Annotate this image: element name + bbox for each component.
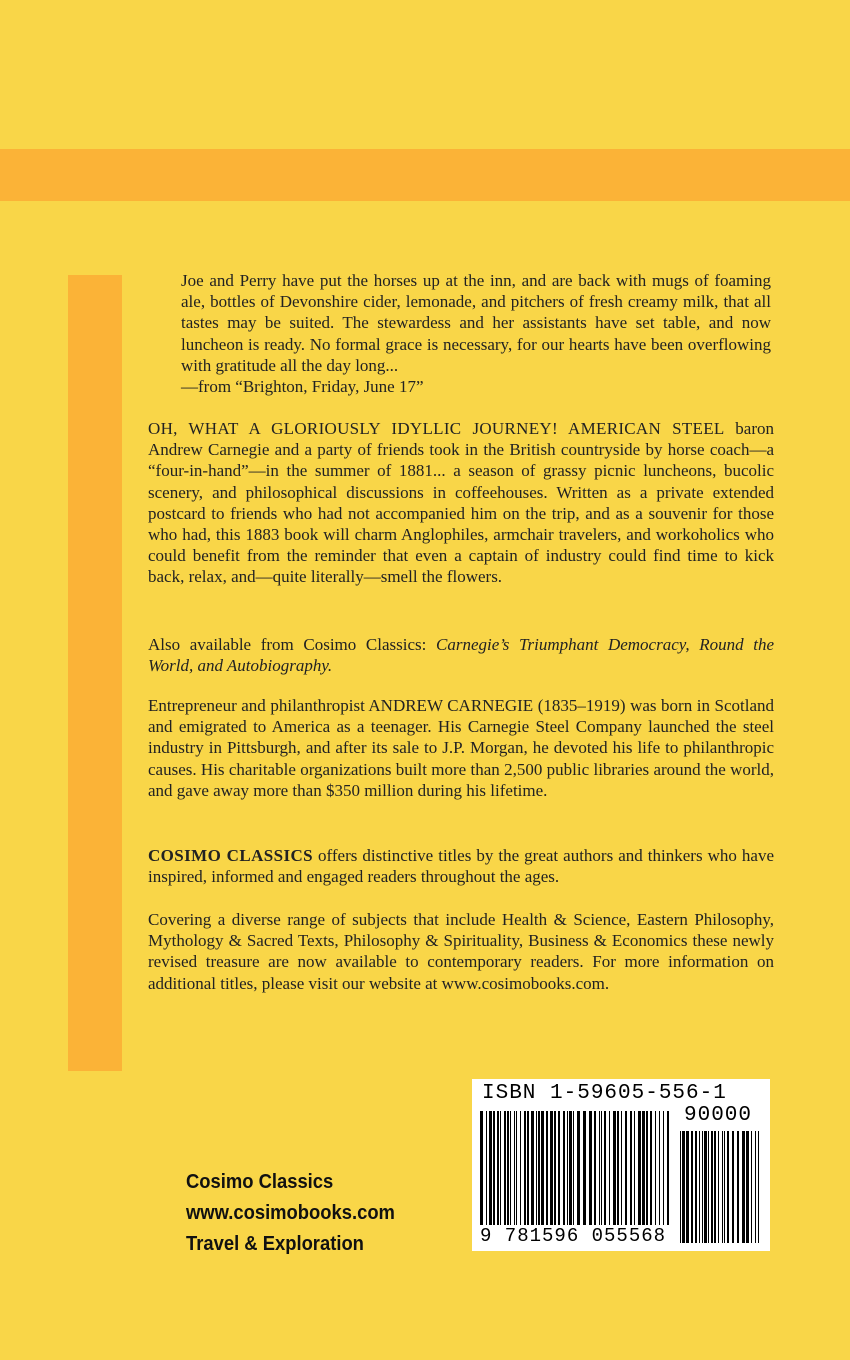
author-name: ANDREW CARNEGIE: [368, 696, 534, 715]
barcode-bar: [514, 1111, 515, 1225]
barcode-bar: [650, 1111, 652, 1225]
barcode-bar: [541, 1111, 544, 1225]
barcode-bar: [708, 1131, 709, 1243]
barcode-bar: [686, 1131, 689, 1243]
barcode-bar: [493, 1111, 495, 1225]
barcode-bar: [500, 1111, 501, 1225]
barcode-bar: [714, 1131, 716, 1243]
barcode-bar: [480, 1111, 483, 1225]
barcode-bar: [718, 1131, 719, 1243]
barcode-bar: [655, 1111, 656, 1225]
barcode-bar: [659, 1111, 660, 1225]
author-bio-text: (1835–1919) was born in Scotland and emigrated to America as a teenager. His Carnegie Steel Company launched the steel industry in Pittsburgh, and after its sale to J.P. Morgan, he devoted his life to philanthropic causes. His charitable organizations built more than 2,500 public libraries around the world, and gave away more than $350 million during his lifetime.: [148, 696, 774, 800]
barcode-bar: [609, 1111, 610, 1225]
barcode-bar: [722, 1131, 723, 1243]
description-lead: OH, WHAT A GLORIOUSLY IDYLLIC JOURNEY! AMERICAN STEEL: [148, 419, 725, 438]
author-bio-prefix: Entrepreneur and philanthropist: [148, 696, 369, 715]
barcode-bar: [527, 1111, 529, 1225]
barcode-bar: [569, 1111, 572, 1225]
barcode-bar: [642, 1111, 645, 1225]
barcode-bar: [601, 1111, 602, 1225]
barcode-bar: [538, 1111, 540, 1225]
barcode-bar: [638, 1111, 641, 1225]
barcode-bar: [625, 1111, 627, 1225]
barcode-bar: [594, 1111, 596, 1225]
isbn-label: ISBN 1-59605-556-1: [482, 1082, 727, 1105]
barcode-bar: [550, 1111, 553, 1225]
subjects-blurb: Covering a diverse range of subjects that include Health & Science, Eastern Philosophy, Mythology & Sacred Texts, Philosophy & Spirituality, Business & Economics these newly revised treasure are now available to contemporary readers. For more information on additional titles, please visit our website at www.cosimobooks.com.: [148, 910, 774, 993]
barcode-bar: [724, 1131, 725, 1243]
barcode-bar: [546, 1111, 548, 1225]
barcode-bar: [704, 1131, 707, 1243]
barcode-bar: [751, 1131, 752, 1243]
description-body: baron Andrew Carnegie and a party of friends took in the British countryside by horse coach—a “four-in-hand”—in the summer of 1881... a season of grassy picnic luncheons, bucolic scenery, and philosophical discussions in coffeehouses. Written as a private extended postcard to friends who had not accompanied him on the trip, and as a souvenir for those who had, this 1883 book will charm Anglophiles, armchair travelers, and workoholics who could benefit from the reminder that even a captain of industry could find time to kick back, relax, and—quite literally—smell the flowers.: [148, 419, 774, 587]
side-accent-bar: [68, 275, 122, 1071]
barcode-bar: [567, 1111, 568, 1225]
imprint-website: www.cosimobooks.com: [186, 1202, 395, 1224]
also-available-prefix: Also available from Cosimo Classics:: [148, 635, 436, 654]
barcode-bar: [486, 1111, 487, 1225]
barcode-bar: [746, 1131, 749, 1243]
barcode-bar: [621, 1111, 622, 1225]
excerpt-text: Joe and Perry have put the horses up at the inn, and are back with mugs of foaming ale, bottles of Devonshire cider, lemonade, and pitchers of fresh creamy milk, that all tastes may be suited. The stewardess and her assistants have set table, and now luncheon is ready. No formal grace is necessary, for our hearts have been overflowing with gratitude all the day long...: [181, 271, 771, 375]
barcode-bar: [524, 1111, 526, 1225]
barcode-bar: [727, 1131, 729, 1243]
barcode-bar: [680, 1131, 681, 1243]
barcode-bar: [497, 1111, 499, 1225]
barcode-bar: [516, 1111, 517, 1225]
barcode-bar: [682, 1131, 685, 1243]
book-description: [148, 418, 774, 588]
barcode-bar: [755, 1131, 756, 1243]
top-accent-band: [0, 149, 850, 201]
barcode-bar: [577, 1111, 580, 1225]
barcode-bar: [520, 1111, 521, 1225]
publisher-brand: COSIMO CLASSICS: [148, 846, 314, 865]
barcode-bar: [558, 1111, 560, 1225]
barcode-bar: [663, 1111, 664, 1225]
barcode-bar: [630, 1111, 632, 1225]
barcode-bar: [573, 1111, 574, 1225]
barcode-bar: [613, 1111, 616, 1225]
barcode-bar: [634, 1111, 635, 1225]
imprint-category: Travel & Exploration: [186, 1233, 364, 1255]
barcode-bar: [554, 1111, 556, 1225]
barcode-bar: [758, 1131, 759, 1243]
barcode-bar: [504, 1111, 506, 1225]
price-code: 90000: [684, 1104, 753, 1127]
barcode-bar: [702, 1131, 703, 1243]
ean-number: 9 781596 055568: [480, 1225, 667, 1247]
barcode-bar: [489, 1111, 492, 1225]
imprint-block: [186, 1167, 395, 1260]
barcode-bar: [531, 1111, 534, 1225]
barcode-bar: [563, 1111, 565, 1225]
barcode-bar: [732, 1131, 734, 1243]
barcode-bar: [646, 1111, 648, 1225]
imprint-publisher: Cosimo Classics: [186, 1171, 334, 1193]
barcode-bar: [699, 1131, 700, 1243]
barcode-bar: [737, 1131, 739, 1243]
also-available-titles: Carnegie’s Triumphant Democracy, Round the World, and Autobiography.: [148, 635, 775, 676]
barcode-bar: [589, 1111, 592, 1225]
barcode-bar: [510, 1111, 511, 1225]
barcode-bar: [711, 1131, 713, 1243]
barcode-panel: [472, 1079, 770, 1251]
barcode-bar: [695, 1131, 697, 1243]
publisher-blurb-text: offers distinctive titles by the great authors and thinkers who have inspired, informed and engaged readers throughout the ages.: [148, 846, 774, 887]
ean-barcode-bars: [480, 1111, 672, 1225]
author-bio: [148, 695, 774, 801]
excerpt-attribution: —from “Brighton, Friday, June 17”: [181, 377, 424, 397]
barcode-bar: [691, 1131, 693, 1243]
barcode-bar: [667, 1111, 669, 1225]
excerpt-quote: [181, 270, 771, 397]
also-available: [148, 634, 774, 676]
barcode-bar: [742, 1131, 745, 1243]
publisher-blurb: [148, 845, 774, 887]
barcode-bar: [617, 1111, 619, 1225]
barcode-bar: [536, 1111, 537, 1225]
barcode-bar: [599, 1111, 600, 1225]
barcode-bar: [507, 1111, 509, 1225]
addon-barcode-bars: [680, 1131, 762, 1243]
barcode-bar: [583, 1111, 586, 1225]
barcode-bar: [604, 1111, 606, 1225]
